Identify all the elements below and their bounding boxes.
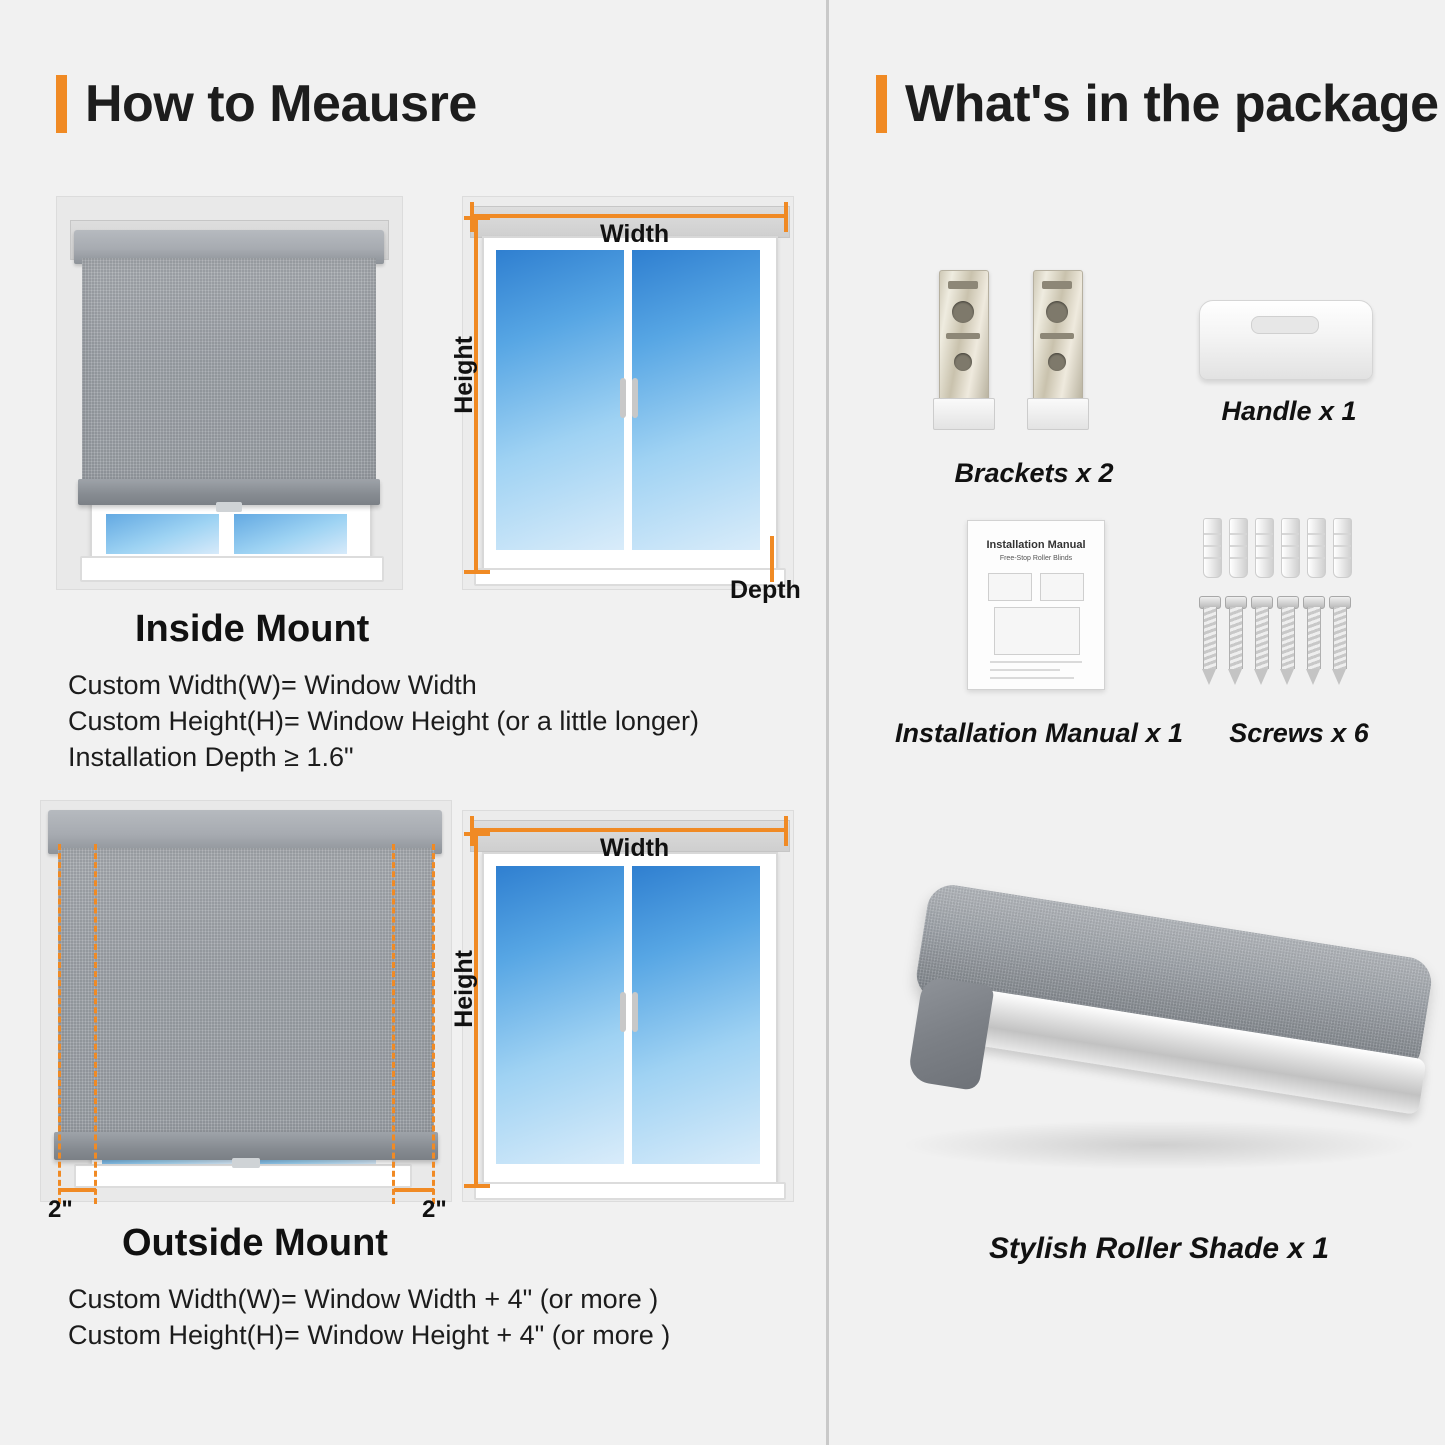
screws-label: Screws x 6 [1229, 718, 1369, 748]
inside-mount-line-3: Installation Depth ≥ 1.6" [68, 742, 354, 772]
package-title [876, 74, 1439, 134]
overhang-label-right: 2" [422, 1196, 447, 1223]
wall-anchor [1255, 518, 1274, 578]
manual-figure [1040, 573, 1084, 601]
outside-mount-illustration [40, 800, 450, 1223]
depth-label: Depth [730, 576, 801, 604]
handle-body [1199, 300, 1373, 380]
bracket-slot [1040, 333, 1074, 339]
width-mark-right [784, 202, 788, 232]
package-contents-column [829, 0, 1445, 1445]
brackets-label: Brackets x 2 [954, 458, 1114, 488]
bracket-body-1 [939, 270, 989, 402]
shade-bottom-rail [54, 1132, 438, 1160]
outside-mount-line-2: Custom Height(H)= Window Height + 4" (or more ) [68, 1320, 671, 1350]
window-glass-left [106, 514, 219, 554]
inside-mount-line-1: Custom Width(W)= Window Width [68, 670, 477, 700]
outside-mount-line-1: Custom Width(W)= Window Width + 4" (or more ) [68, 1284, 659, 1314]
wall-anchor [1203, 518, 1222, 578]
window-handle-right [632, 378, 638, 418]
width-label: Width [600, 220, 670, 248]
overhang-label-left: 2" [48, 1196, 73, 1223]
manual-figure [988, 573, 1032, 601]
overhang-guide-right-inner [392, 844, 395, 1204]
height-label: Height [450, 950, 478, 1028]
title-accent-bar [876, 75, 887, 133]
window-glass-right [234, 514, 347, 554]
shade-handle [216, 502, 242, 512]
window-glass-right [632, 866, 760, 1164]
roller-shade-illustration [889, 870, 1419, 1180]
bracket-hole [1048, 353, 1066, 371]
bracket-base-2 [1027, 398, 1089, 430]
manual-text-line [990, 677, 1074, 679]
inside-mount-line-2: Custom Height(H)= Window Height (or a little longer) [68, 706, 699, 736]
wall-anchor [1229, 518, 1248, 578]
section-title-text: How to Meausre [85, 75, 477, 133]
roller-shade-label: Stylish Roller Shade x 1 [988, 1232, 1330, 1265]
width-mark-right [784, 816, 788, 846]
manual-text-line [990, 669, 1060, 671]
window-handle-left [620, 378, 626, 418]
installation-manual-label: Installation Manual x 1 [894, 718, 1184, 748]
bracket-slot [948, 281, 978, 289]
manual-cover-subtitle: Free-Stop Roller Blinds [999, 555, 1073, 562]
brackets-illustration [929, 270, 1119, 450]
bracket-hole [954, 353, 972, 371]
installation-manual-illustration [967, 520, 1107, 695]
width-mark-line [470, 214, 784, 218]
window-sill [80, 556, 384, 582]
title-accent-bar [56, 75, 67, 133]
screws-illustration [1199, 518, 1379, 698]
wall-anchor [1333, 518, 1352, 578]
overhang-mark-right [394, 1188, 434, 1192]
overhang-guide-right-outer [432, 844, 435, 1204]
end-cap [907, 975, 995, 1091]
how-to-measure-title [56, 74, 477, 134]
window-handle-right [632, 992, 638, 1032]
bracket-slot [1042, 281, 1072, 289]
manual-cover-title: Installation Manual [986, 539, 1086, 551]
inside-mount-illustration [56, 196, 401, 588]
outside-mount-measure-diagram [452, 810, 792, 1210]
window-glass-left [496, 250, 624, 550]
bracket-hole [1046, 301, 1068, 323]
handle-grip-slot [1251, 316, 1319, 334]
handle-label: Handle x 1 [1221, 396, 1357, 426]
width-label: Width [600, 834, 670, 862]
window-sill [474, 1182, 786, 1200]
wall-anchor [1281, 518, 1300, 578]
inside-mount-measure-diagram [450, 196, 801, 606]
overhang-guide-left-inner [94, 844, 97, 1204]
window-glass-right [632, 250, 760, 550]
shade-fabric [82, 258, 376, 483]
product-shadow [899, 1120, 1419, 1170]
outside-mount-caption: Outside Mount [122, 1222, 388, 1264]
inside-mount-caption: Inside Mount [135, 608, 370, 650]
wall-anchor [1307, 518, 1326, 578]
handle-illustration [1199, 300, 1379, 390]
overhang-guide-left-outer [58, 844, 61, 1204]
width-mark-line [470, 828, 784, 832]
window-handle-left [620, 992, 626, 1032]
window-glass-left [496, 866, 624, 1164]
manual-cover [967, 520, 1105, 690]
bracket-slot [946, 333, 980, 339]
bracket-body-2 [1033, 270, 1083, 402]
overhang-mark-left [58, 1188, 96, 1192]
bracket-hole [952, 301, 974, 323]
height-label: Height [450, 336, 478, 414]
manual-text-line [990, 661, 1082, 663]
shade-fabric [58, 848, 434, 1136]
bracket-base-1 [933, 398, 995, 430]
section-title-text: What's in the package [905, 75, 1439, 133]
manual-figure [994, 607, 1080, 655]
shade-handle [232, 1158, 260, 1168]
